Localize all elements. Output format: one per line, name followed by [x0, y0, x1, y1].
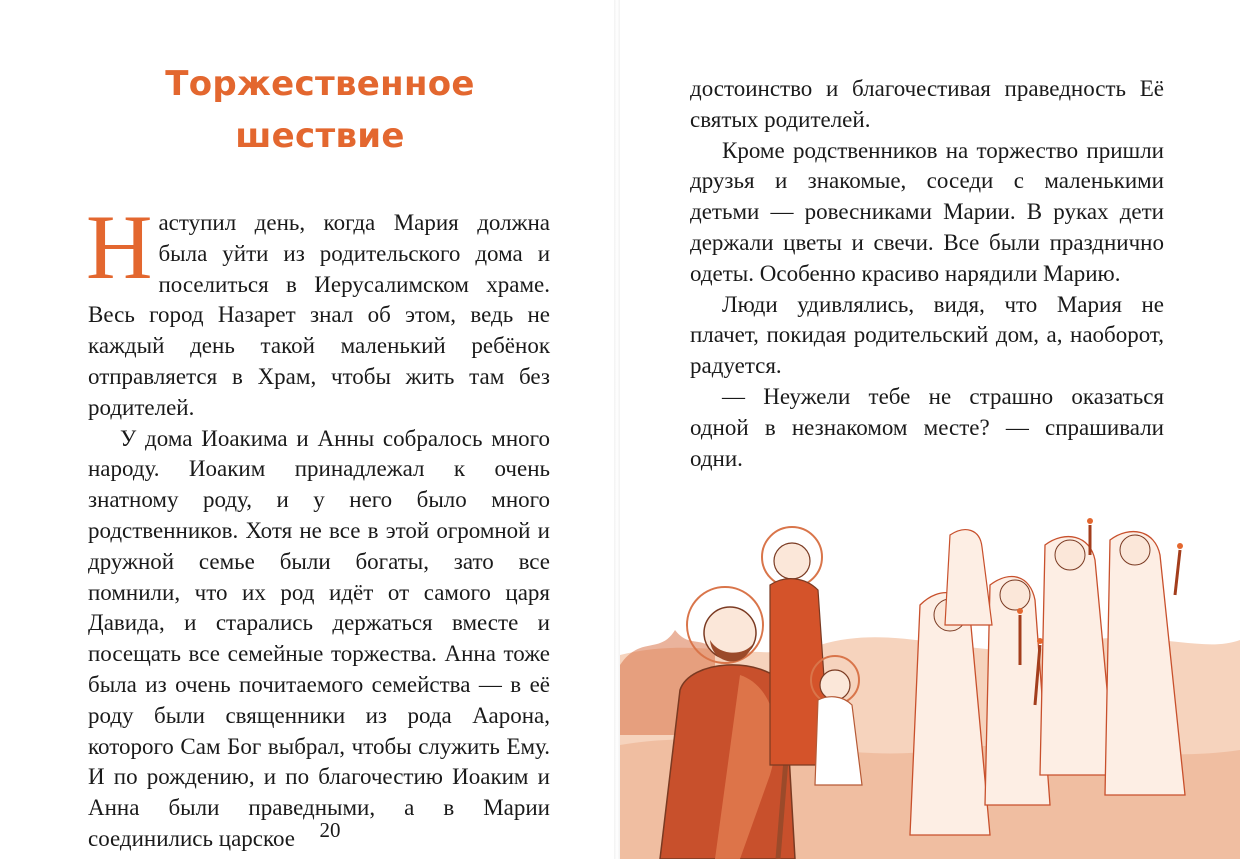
left-page [0, 0, 614, 859]
flame-1 [1017, 608, 1023, 614]
girl-2-head [1000, 580, 1030, 610]
candle-3 [1175, 550, 1180, 595]
flame-3 [1177, 543, 1183, 549]
chapter-title [150, 58, 490, 162]
paragraph-continued: достоинство и благочестивая праведность Её святых родителей. [690, 76, 1164, 132]
paragraph-2: У дома Иоакима и Анны собралось много народу. Иоаким принадлежал к очень знатному роду, и у него было много родственников. Хотя не все в этой огромной и дружной семье были богаты, зато все помнили, что их род идёт от самого царя Давида, и старались держаться вместе и посещать все семейные торжества. Анна тоже была из очень почитаемого семейства — в её роду были священники из рода Аарона, которого Сам Бог выбрал, чтобы служить Ему. И по рождению, и по благочестию Иоаким и Анна были праведными, а в Марии соединились царское [88, 425, 550, 851]
mary-head [820, 670, 850, 700]
left-text-column [86, 196, 550, 855]
procession-girls [910, 518, 1185, 835]
paragraph-5: — Неужели тебе не страшно оказаться одной в незнакомом месте? — спрашивали одни. [690, 383, 1164, 471]
title-line-2: шествие [235, 116, 405, 156]
girl-3-head [1055, 540, 1085, 570]
girl-4-head [1120, 535, 1150, 565]
right-page [620, 0, 1240, 859]
page-number: 20 [319, 818, 341, 842]
drop-cap: Н [86, 196, 153, 298]
procession-illustration [620, 515, 1240, 859]
flame-2 [1087, 518, 1093, 524]
girl-3 [1040, 537, 1115, 775]
title-line-1: Торжественное [165, 64, 475, 104]
right-text-column [690, 74, 1164, 474]
paragraph-3: Кроме родственников на торжество пришли друзья и знакомые, соседи с маленькими детьми — ровесниками Марии. В руках дети держали цветы и свечи. Все были празднично одеты. Особенно красиво нарядили Марию. [690, 137, 1164, 286]
girl-5 [945, 530, 992, 625]
paragraph-1-text: аступил день, когда Мария должна была уйти из родительского дома и поселиться в Иерусалимском храме. Весь город Назарет знал об этом, ведь не каждый день такой маленький ребёнок отправляется в Храм, чтобы жить там без родителей. [88, 210, 550, 420]
flame-4 [1037, 638, 1043, 644]
anna-head [774, 543, 810, 579]
paragraph-1 [86, 196, 550, 424]
paragraph-4: Люди удивлялись, видя, что Мария не плачет, покидая родительский дом, а, наоборот, радуется. [690, 291, 1164, 379]
